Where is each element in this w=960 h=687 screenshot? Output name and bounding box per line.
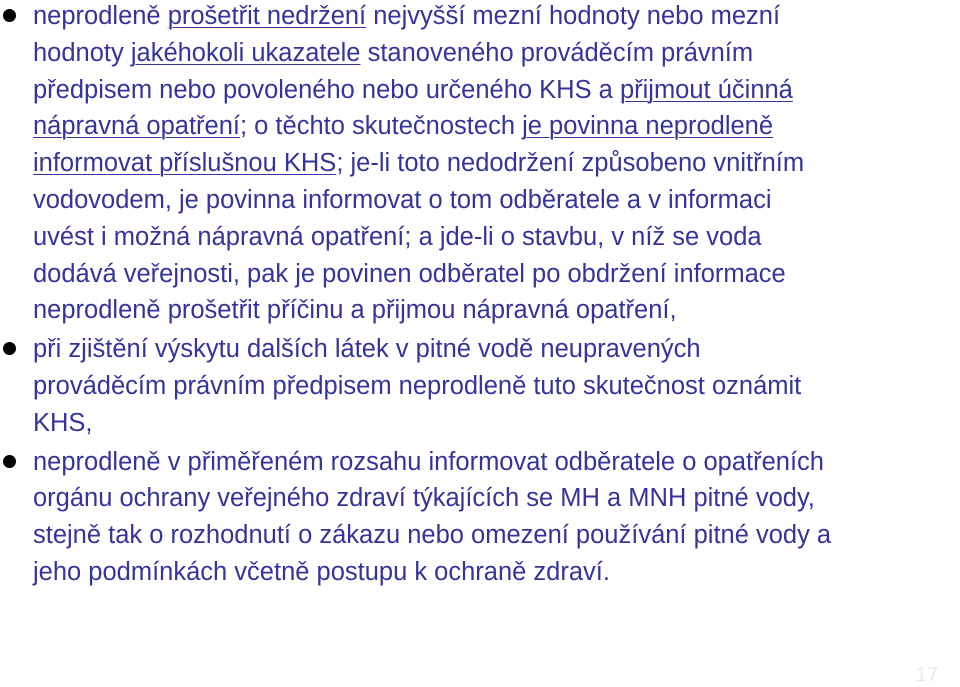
text-line <box>33 182 960 219</box>
underlined-text: přijmout účinná <box>619 75 793 104</box>
text-run: neprodleně prošetřit příčinu a přijmou nápravná opatření, <box>33 296 677 325</box>
text-run: neprodleně <box>33 2 168 30</box>
text-line <box>33 292 960 329</box>
underlined-text: informovat příslušnou KHS <box>33 149 337 178</box>
text-run: jeho podmínkách včetně postupu k ochraně zdraví. <box>33 557 610 586</box>
text-line <box>33 444 960 481</box>
text-run: KHS, <box>33 408 93 437</box>
text-run: stejně tak o rozhodnutí o zákazu nebo omezení používání pitné vody a <box>33 521 832 550</box>
bullet-dot-icon <box>3 342 16 355</box>
text-line <box>33 0 960 35</box>
page-number: 17 <box>915 664 938 686</box>
text-line <box>33 480 960 517</box>
text-line <box>33 554 960 591</box>
text-line <box>33 219 960 256</box>
underlined-text: je povinna neprodleně <box>522 112 774 141</box>
text-run: dodává veřejnosti, pak je povinen odběratel po obdržení informace <box>33 259 786 288</box>
text-run: vodovodem, je povinna informovat o tom odběratele a v informaci <box>33 185 772 214</box>
text-line <box>33 368 960 405</box>
bullet-dot-icon <box>3 455 16 468</box>
text-line <box>33 517 960 554</box>
text-line <box>33 331 960 368</box>
bullet-item-3 <box>0 444 960 591</box>
text-line <box>33 405 960 442</box>
text-line <box>33 35 960 72</box>
underlined-text: prošetřit nedržení <box>167 2 367 30</box>
bullet-dot-icon <box>3 9 16 22</box>
text-line <box>33 72 960 109</box>
bullet-item-1 <box>0 0 960 329</box>
text-run: neprodleně v přiměřeném rozsahu informovat odběratele o opatřeních <box>33 447 824 476</box>
text-run: ; je-li toto nedodržení způsobeno vnitřním <box>336 149 805 178</box>
text-run: prováděcím právním předpisem neprodleně tuto skutečnost oznámit <box>33 371 802 400</box>
text-run: při zjištění výskytu dalších látek v pitné vodě neupravených <box>33 335 701 364</box>
text-run: předpisem nebo povoleného nebo určeného KHS a <box>33 75 620 104</box>
underlined-text: jakéhokoli ukazatele <box>130 38 361 67</box>
text-line <box>33 256 960 293</box>
bullet-text <box>33 331 960 441</box>
text-run: uvést i možná nápravná opatření; a jde-li o stavbu, v níž se voda <box>33 222 762 251</box>
text-run: hodnoty <box>33 38 131 67</box>
bullet-text <box>33 0 960 329</box>
underlined-text: nápravná opatření <box>33 112 240 141</box>
text-line <box>33 108 960 145</box>
text-line <box>33 145 960 182</box>
text-run: orgánu ochrany veřejného zdraví týkajících se MH a MNH pitné vody, <box>33 484 815 513</box>
text-run: nejvyšší mezní hodnoty nebo mezní <box>366 2 781 30</box>
bullet-item-2 <box>0 331 960 441</box>
text-run: stanoveného prováděcím právním <box>360 38 754 67</box>
text-run: ; o těchto skutečnostech <box>240 112 523 141</box>
bullet-text <box>33 444 960 591</box>
